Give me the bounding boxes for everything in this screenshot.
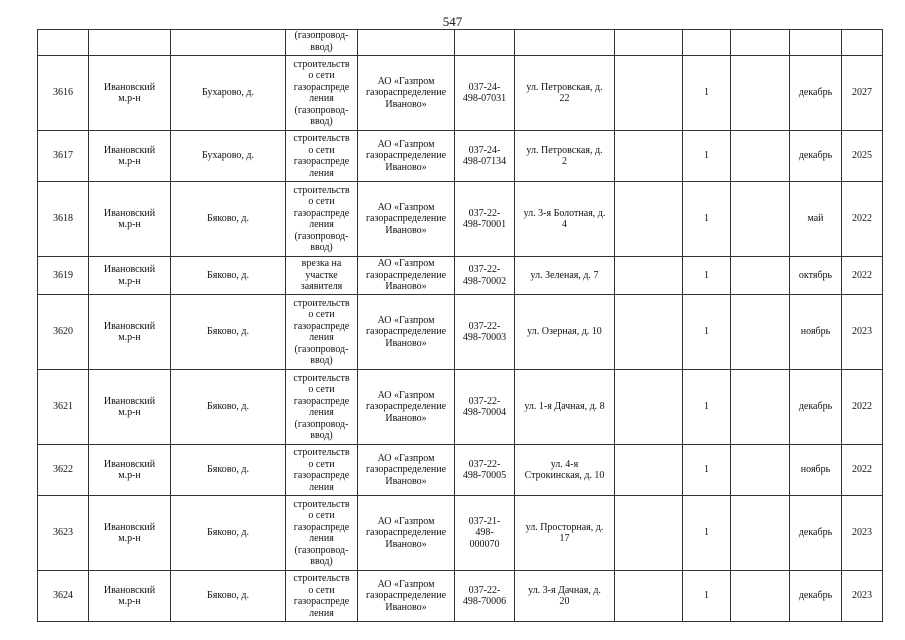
row-number-text: 3624 <box>53 590 73 602</box>
request-code-cell <box>455 496 515 571</box>
locality-text: Бяково, д. <box>207 269 249 281</box>
quantity-cell <box>683 257 731 295</box>
organization-cell <box>358 571 455 622</box>
month-cell <box>790 445 842 496</box>
work-type-cell <box>286 571 358 622</box>
quantity-text: 1 <box>704 464 709 476</box>
quantity-text: 1 <box>704 326 709 338</box>
row-number-cell <box>38 295 89 370</box>
month-text: декабрь <box>798 87 833 99</box>
year-cell <box>842 131 883 182</box>
work-type-cell <box>286 182 358 257</box>
year-text: 2022 <box>852 401 872 413</box>
table-row <box>38 295 883 370</box>
address-cell <box>515 370 615 445</box>
quantity-text: 1 <box>704 150 709 162</box>
gasification-table <box>37 29 883 622</box>
year-cell <box>842 56 883 131</box>
address-text: ул. Просторная, д. 17 <box>525 521 604 544</box>
year-text: 2022 <box>852 269 872 281</box>
organization-text: АО «Газпром газораспределение Иваново» <box>365 201 447 236</box>
request-code-text: 037-22- 498-70004 <box>462 395 507 418</box>
work-type-text: врезка на участке заявителя <box>300 258 343 293</box>
work-type-text: строительств о сети газораспреде ления <box>293 133 350 179</box>
district-cell <box>89 445 171 496</box>
organization-cell <box>358 496 455 571</box>
continuation-row <box>38 30 883 56</box>
table-row <box>38 257 883 295</box>
empty-cell <box>731 370 790 445</box>
quantity-text: 1 <box>704 213 709 225</box>
empty-cell <box>731 571 790 622</box>
row-number-text: 3617 <box>53 150 73 162</box>
table-row <box>38 182 883 257</box>
quantity-text: 1 <box>704 87 709 99</box>
locality-cell <box>171 496 286 571</box>
row-number-cell <box>38 370 89 445</box>
quantity-cell <box>683 131 731 182</box>
year-cell <box>842 571 883 622</box>
district-cell <box>89 56 171 131</box>
row-number-cell <box>38 131 89 182</box>
row-number-text: 3623 <box>53 527 73 539</box>
locality-cell <box>171 295 286 370</box>
request-code-text: 037-22- 498-70006 <box>462 584 507 607</box>
district-text: Ивановский м.р-н <box>103 458 156 481</box>
empty-cell <box>615 182 683 257</box>
work-type-text: строительств о сети газораспреде ления <box>293 447 350 493</box>
address-text: ул. Озерная, д. 10 <box>527 326 602 338</box>
quantity-text: 1 <box>704 590 709 602</box>
request-code-cell <box>455 571 515 622</box>
empty-cell <box>615 257 683 295</box>
organization-text: АО «Газпром газораспределение Иваново» <box>365 452 447 487</box>
quantity-text: 1 <box>704 269 709 281</box>
empty-cell <box>615 571 683 622</box>
district-text: Ивановский м.р-н <box>103 320 156 343</box>
work-type-cell <box>286 131 358 182</box>
month-text: октябрь <box>798 269 833 281</box>
empty-cell <box>731 56 790 131</box>
month-text: декабрь <box>798 590 833 602</box>
year-text: 2023 <box>852 590 872 602</box>
address-cell <box>515 56 615 131</box>
locality-cell <box>171 257 286 295</box>
request-code-cell <box>455 370 515 445</box>
locality-text: Бяково, д. <box>207 401 249 413</box>
table-row <box>38 56 883 131</box>
request-code-cell <box>455 257 515 295</box>
quantity-cell <box>683 370 731 445</box>
request-code-text: 037-24- 498-07134 <box>462 144 507 167</box>
row-number-cell <box>38 571 89 622</box>
empty-cell <box>731 445 790 496</box>
month-text: декабрь <box>798 401 833 413</box>
work-type-text: строительств о сети газораспреде ления <box>293 573 350 619</box>
address-text: ул. Зеленая, д. 7 <box>530 269 599 281</box>
empty-cell <box>615 370 683 445</box>
work-type-cell <box>286 295 358 370</box>
month-cell <box>790 56 842 131</box>
organization-cell <box>358 370 455 445</box>
work-type-text: строительств о сети газораспреде ления (газопровод- ввод) <box>293 58 350 127</box>
month-text: декабрь <box>798 527 833 539</box>
month-text: декабрь <box>798 150 833 162</box>
request-code-cell <box>455 182 515 257</box>
row-number-cell <box>38 445 89 496</box>
request-code-text: 037-22- 498-70002 <box>462 264 507 287</box>
row-number-text: 3622 <box>53 464 73 476</box>
address-text: ул. 3-я Болотная, д. 4 <box>523 207 606 230</box>
request-code-text: 037-22- 498-70001 <box>462 207 507 230</box>
quantity-cell <box>683 295 731 370</box>
table-row <box>38 131 883 182</box>
table-row <box>38 370 883 445</box>
locality-text: Бяково, д. <box>207 527 249 539</box>
year-cell <box>842 370 883 445</box>
request-code-text: 037-24- 498-07031 <box>462 81 507 104</box>
row-number-text: 3620 <box>53 326 73 338</box>
locality-cell <box>171 131 286 182</box>
district-cell <box>89 571 171 622</box>
locality-text: Бяково, д. <box>207 213 249 225</box>
empty-cell <box>615 295 683 370</box>
quantity-cell <box>683 56 731 131</box>
quantity-cell <box>683 445 731 496</box>
locality-text: Бухарово, д. <box>201 150 255 162</box>
empty-cell <box>731 496 790 571</box>
district-text: Ивановский м.р-н <box>103 144 156 167</box>
organization-text: АО «Газпром газораспределение Иваново» <box>365 578 447 613</box>
address-cell <box>515 131 615 182</box>
year-text: 2027 <box>852 87 872 99</box>
row-number-cell <box>38 182 89 257</box>
locality-cell <box>171 445 286 496</box>
quantity-cell <box>683 182 731 257</box>
year-text: 2023 <box>852 326 872 338</box>
locality-cell <box>171 571 286 622</box>
empty-cell <box>731 257 790 295</box>
page-number: 547 <box>442 14 463 29</box>
work-type-cell <box>286 445 358 496</box>
year-cell <box>842 257 883 295</box>
address-cell <box>515 182 615 257</box>
locality-text: Бяково, д. <box>207 590 249 602</box>
empty-cell <box>731 295 790 370</box>
month-text: ноябрь <box>800 326 831 338</box>
quantity-text: 1 <box>704 527 709 539</box>
quantity-text: 1 <box>704 401 709 413</box>
empty-cell <box>615 131 683 182</box>
empty-cell <box>731 182 790 257</box>
table-row <box>38 496 883 571</box>
row-number-text: 3618 <box>53 213 73 225</box>
year-cell <box>842 445 883 496</box>
year-text: 2023 <box>852 527 872 539</box>
table-body <box>38 30 883 622</box>
district-cell <box>89 370 171 445</box>
month-cell <box>790 571 842 622</box>
empty-cell <box>731 131 790 182</box>
row-number-cell <box>38 56 89 131</box>
locality-cell <box>171 56 286 131</box>
organization-cell <box>358 182 455 257</box>
address-cell <box>515 445 615 496</box>
address-cell <box>515 496 615 571</box>
organization-cell <box>358 445 455 496</box>
table-row <box>38 571 883 622</box>
row-number-text: 3619 <box>53 269 73 281</box>
locality-text: Бяково, д. <box>207 464 249 476</box>
locality-cell <box>171 370 286 445</box>
year-cell <box>842 295 883 370</box>
work-type-text: строительств о сети газораспреде ления (газопровод- ввод) <box>293 184 350 253</box>
organization-text: АО «Газпром газораспределение Иваново» <box>365 138 447 173</box>
work-type-cell <box>286 370 358 445</box>
year-text: 2022 <box>852 213 872 225</box>
work-type-cell <box>286 257 358 295</box>
request-code-text: 037-22- 498-70005 <box>462 458 507 481</box>
district-text: Ивановский м.р-н <box>103 207 156 230</box>
month-cell <box>790 131 842 182</box>
row-number-text: 3621 <box>53 401 73 413</box>
district-text: Ивановский м.р-н <box>103 584 156 607</box>
locality-text: Бяково, д. <box>207 326 249 338</box>
address-cell <box>515 571 615 622</box>
month-cell <box>790 182 842 257</box>
empty-cell <box>615 445 683 496</box>
address-text: ул. 1-я Дачная, д. 8 <box>524 401 605 413</box>
locality-text: Бухарово, д. <box>201 87 255 99</box>
district-text: Ивановский м.р-н <box>103 81 156 104</box>
organization-cell <box>358 257 455 295</box>
request-code-text: 037-21- 498- 000070 <box>468 515 501 550</box>
empty-cell <box>615 56 683 131</box>
year-text: 2025 <box>852 150 872 162</box>
organization-text: АО «Газпром газораспределение Иваново» <box>365 258 447 293</box>
year-text: 2022 <box>852 464 872 476</box>
request-code-cell <box>455 131 515 182</box>
month-cell <box>790 370 842 445</box>
district-cell <box>89 131 171 182</box>
organization-text: АО «Газпром газораспределение Иваново» <box>365 389 447 424</box>
continuation-work-text: (газопровод- ввод) <box>294 30 349 53</box>
year-cell <box>842 496 883 571</box>
quantity-cell <box>683 571 731 622</box>
organization-text: АО «Газпром газораспределение Иваново» <box>365 515 447 550</box>
organization-cell <box>358 131 455 182</box>
request-code-cell <box>455 445 515 496</box>
work-type-text: строительств о сети газораспреде ления (газопровод- ввод) <box>293 498 350 567</box>
continuation-work-cell <box>286 30 358 56</box>
district-cell <box>89 295 171 370</box>
year-cell <box>842 182 883 257</box>
district-text: Ивановский м.р-н <box>103 521 156 544</box>
work-type-cell <box>286 56 358 131</box>
address-text: ул. 3-я Дачная, д. 20 <box>528 584 601 607</box>
row-number-text: 3616 <box>53 87 73 99</box>
request-code-cell <box>455 295 515 370</box>
quantity-cell <box>683 496 731 571</box>
request-code-text: 037-22- 498-70003 <box>462 320 507 343</box>
district-text: Ивановский м.р-н <box>103 264 156 287</box>
month-cell <box>790 295 842 370</box>
locality-cell <box>171 182 286 257</box>
row-number-cell <box>38 496 89 571</box>
row-number-cell <box>38 257 89 295</box>
address-text: ул. 4-я Строкинская, д. 10 <box>524 458 605 481</box>
empty-cell <box>615 496 683 571</box>
district-cell <box>89 496 171 571</box>
district-cell <box>89 257 171 295</box>
table-row <box>38 445 883 496</box>
request-code-cell <box>455 56 515 131</box>
organization-cell <box>358 295 455 370</box>
month-text: май <box>807 213 824 225</box>
address-text: ул. Петровская, д. 2 <box>526 144 603 167</box>
address-cell <box>515 295 615 370</box>
work-type-text: строительств о сети газораспреде ления (газопровод- ввод) <box>293 297 350 366</box>
address-cell <box>515 257 615 295</box>
month-cell <box>790 496 842 571</box>
work-type-text: строительств о сети газораспреде ления (газопровод- ввод) <box>293 372 350 441</box>
month-cell <box>790 257 842 295</box>
organization-text: АО «Газпром газораспределение Иваново» <box>365 75 447 110</box>
district-cell <box>89 182 171 257</box>
month-text: ноябрь <box>800 464 831 476</box>
work-type-cell <box>286 496 358 571</box>
address-text: ул. Петровская, д. 22 <box>526 81 603 104</box>
district-text: Ивановский м.р-н <box>103 395 156 418</box>
organization-cell <box>358 56 455 131</box>
organization-text: АО «Газпром газораспределение Иваново» <box>365 314 447 349</box>
